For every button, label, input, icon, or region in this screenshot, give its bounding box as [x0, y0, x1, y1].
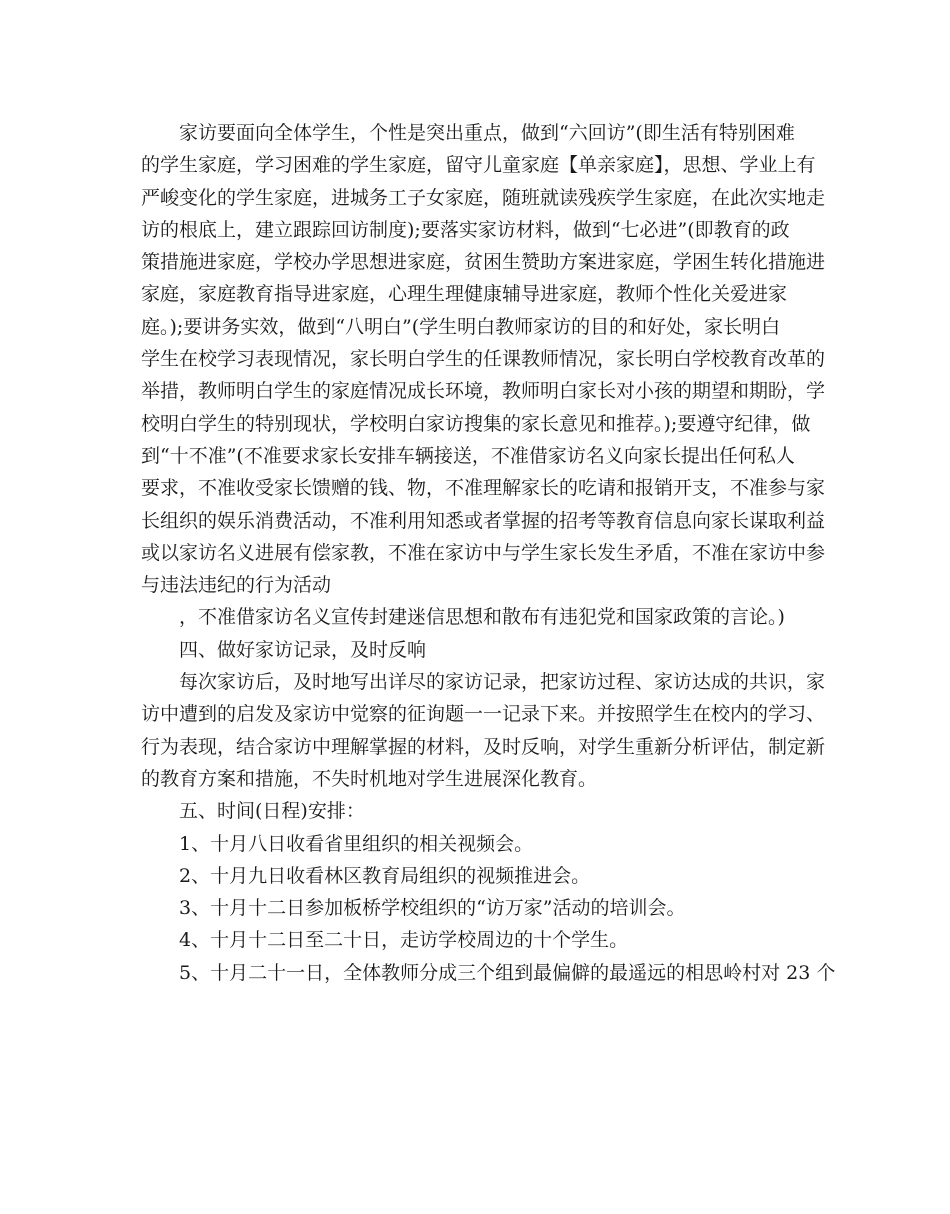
- text-line: 4、十月十二日至二十日，走访学校周边的十个学生。: [179, 929, 629, 952]
- text-line: 学生在校学习表现情况，家长明白学生的任课教师情况，家长明白学校教育改革的: [141, 348, 826, 371]
- text-line: ，不准借家访名义宣传封建迷信思想和散布有违犯党和国家政策的言论。): [179, 606, 785, 629]
- text-line: 5、十月二十一日，全体教师分成三个组到最偏僻的最遥远的相思岭村对 23 个: [179, 961, 836, 984]
- text-line: 的学生家庭，学习困难的学生家庭，留守儿童家庭【单亲家庭】，思想、学业上有: [141, 154, 816, 177]
- text-line: 家访要面向全体学生，个性是突出重点，做到“六回访”(即生活有特别困难: [179, 122, 795, 144]
- document-body: [141, 117, 836, 989]
- text-line: 校明白学生的特别现状，学校明白家访搜集的家长意见和推荐。);要遵守纪律，做: [141, 412, 811, 435]
- text-line: 五、时间(日程)安排：: [179, 800, 365, 823]
- text-line: 访中遭到的启发及家访中觉察的征询题一一记录下来。并按照学生在校内的学习、: [141, 703, 826, 726]
- text-line: 行为表现，结合家访中理解掌握的材料，及时反响，对学生重新分析评估，制定新: [141, 735, 826, 758]
- text-line: 要求，不准收受家长馈赠的钱、物，不准理解家长的吃请和报销开支，不准参与家: [141, 477, 826, 500]
- text-line: 严峻变化的学生家庭，进城务工子女家庭，随班就读残疾学生家庭，在此次实地走: [141, 186, 826, 209]
- text-line: 或以家访名义进展有偿家教，不准在家访中与学生家长发生矛盾，不准在家访中参: [141, 541, 826, 564]
- text-line: 举措，教师明白学生的家庭情况成长环境，教师明白家长对小孩的期望和期盼，学: [141, 380, 826, 403]
- text-line: 与违法违纪的行为活动: [141, 574, 332, 597]
- text-line: 到“十不准”(不准要求家长安排车辆接送，不准借家访名义向家长提出任何私人: [141, 444, 795, 467]
- text-line: 四、做好家访记录，及时反响: [179, 638, 427, 661]
- text-line: 2、十月九日收看林区教育局组织的视频推进会。: [179, 864, 591, 887]
- text-line: 每次家访后，及时地写出详尽的家访记录，把家访过程、家访达成的共识，家: [179, 671, 826, 694]
- text-line: 家庭，家庭教育指导进家庭，心理生理健康辅导进家庭，教师个性化关爱进家: [141, 283, 788, 306]
- text-line: 策措施进家庭，学校办学思想进家庭，贫困生赞助方案进家庭，学困生转化措施进: [141, 251, 826, 274]
- text-line: 长组织的娱乐消费活动，不准利用知悉或者掌握的招考等教育信息向家长谋取利益: [141, 509, 826, 532]
- text-line: 访的根底上，建立跟踪回访制度);要落实家访材料，做到“七必进”(即教育的政: [141, 218, 790, 241]
- text-line: 3、十月十二日参加板桥学校组织的“访万家”活动的培训会。: [179, 897, 686, 920]
- text-line: 庭。);要讲务实效，做到“八明白”(学生明白教师家访的目的和好处，家长明白: [141, 315, 781, 338]
- text-line: 1、十月八日收看省里组织的相关视频会。: [179, 832, 534, 855]
- text-line: 的教育方案和措施，不失时机地对学生进展深化教育。: [141, 767, 598, 790]
